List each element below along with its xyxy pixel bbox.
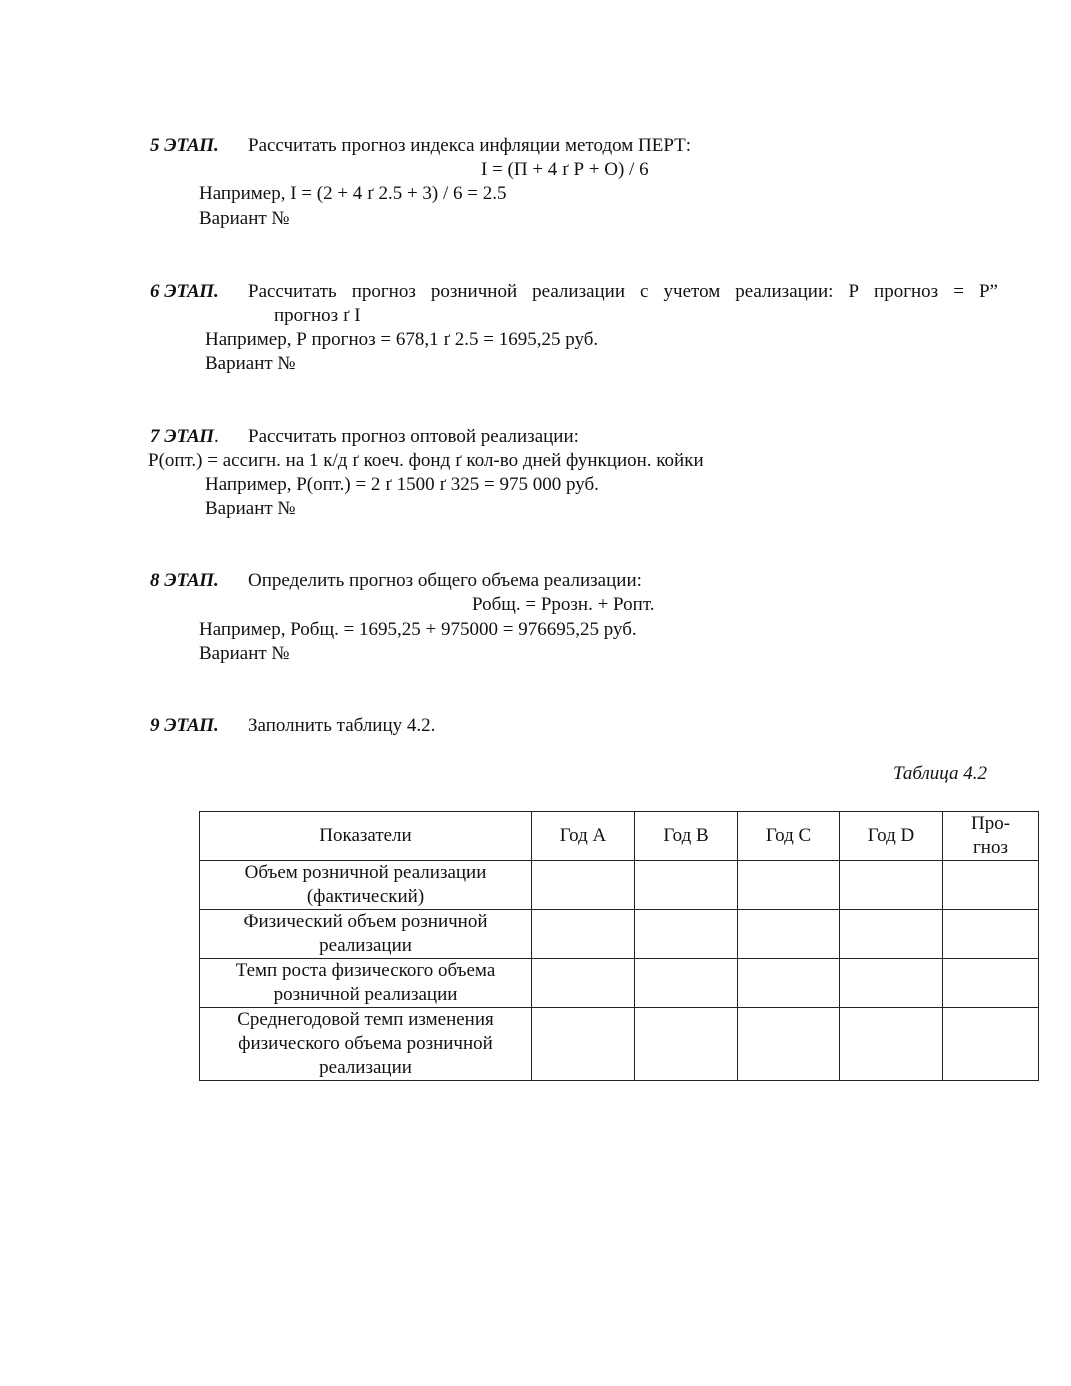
table-cell [738,1008,840,1081]
row-label-line: реализации [319,935,412,956]
table-cell [840,910,943,959]
header-forecast-line-2: гноз [973,837,1008,858]
stage-6-example: Например, Р прогноз = 678,1 ґ 2.5 = 1695,25 руб. [205,329,599,350]
stage-8-variant: Вариант № [199,643,290,664]
table-cell [840,959,943,1008]
table-cell [532,1008,635,1081]
table-caption: Таблица 4.2 [893,763,987,784]
stage-6-label: 6 ЭТАП. [150,281,219,302]
table-4-2 [199,811,1039,1081]
table-cell [840,1008,943,1081]
header-forecast-line-1: Про- [970,813,1011,834]
stage-8-heading [150,569,642,593]
stage-8-formula: Робщ. = Ррозн. + Ропт. [472,594,655,615]
stage-7-label: 7 ЭТАП [150,426,215,447]
row-label [200,959,532,1008]
row-label-line: (фактический) [306,886,425,907]
table-cell [840,861,943,910]
stage-7-label-dot: . [214,426,219,447]
row-label-line: Физический объем розничной [243,911,488,932]
header-year-b: Год B [635,812,738,861]
table-cell [532,861,635,910]
stage-6-text: Рассчитать прогноз розничной реализации с учетом реализации: Р прогноз = Р” [248,281,998,302]
row-label-line: Темп роста физического объема [235,960,496,981]
table-row [200,1008,1039,1081]
header-forecast [943,812,1039,861]
table-row [200,959,1039,1008]
header-year-a: Год А [532,812,635,861]
stage-5-text: Рассчитать прогноз индекса инфляции методом ПЕРТ: [248,135,692,156]
table-cell [635,959,738,1008]
row-label-line: физического объема розничной [238,1033,493,1054]
table-cell [943,959,1039,1008]
table-cell [532,910,635,959]
stage-7-heading [150,425,219,449]
stage-7-formula: Р(опт.) = ассигн. на 1 к/д ґ коеч. фонд ґ кол-во дней функцион. койки [148,450,704,471]
row-label [200,861,532,910]
stage-8-text: Определить прогноз общего объема реализации: [248,570,642,591]
stage-7-text: Рассчитать прогноз оптовой реализации: [248,426,579,447]
row-label-line: Объем розничной реализации [244,862,487,883]
row-label [200,910,532,959]
table-cell [943,910,1039,959]
table-row [200,861,1039,910]
table-row [200,910,1039,959]
stage-6-variant: Вариант № [205,353,296,374]
header-year-c: Год C [738,812,840,861]
table-cell [738,959,840,1008]
row-label [200,1008,532,1081]
stage-6-heading [150,280,248,304]
stage-5-formula: I = (П + 4 ґ Р + О) / 6 [481,159,649,180]
stage-9-heading [150,714,435,738]
table-cell [943,861,1039,910]
table-cell [635,1008,738,1081]
stage-8-example: Например, Робщ. = 1695,25 + 975000 = 976695,25 руб. [199,619,637,640]
table-cell [532,959,635,1008]
stage-9-label: 9 ЭТАП. [150,715,219,736]
stage-8-label: 8 ЭТАП. [150,570,219,591]
header-indicators: Показатели [200,812,532,861]
table-cell [943,1008,1039,1081]
stage-6-text-cont: прогноз ґ I [274,305,361,326]
table-cell [738,910,840,959]
stage-5-label: 5 ЭТАП. [150,135,219,156]
row-label-line: Среднегодовой темп изменения [237,1009,494,1030]
table-cell [635,910,738,959]
stage-5-example: Например, I = (2 + 4 ґ 2.5 + 3) / 6 = 2.5 [199,183,507,204]
header-year-d: Год D [840,812,943,861]
table-header-row [200,812,1039,861]
stage-7-variant: Вариант № [205,498,296,519]
table-cell [635,861,738,910]
stage-5-heading [150,134,691,158]
stage-5-variant: Вариант № [199,208,290,229]
table-cell [738,861,840,910]
stage-7-example: Например, Р(опт.) = 2 ґ 1500 ґ 325 = 975 000 руб. [205,474,599,495]
row-label-line: розничной реализации [273,984,458,1005]
stage-9-text: Заполнить таблицу 4.2. [248,715,436,736]
row-label-line: реализации [319,1057,412,1078]
